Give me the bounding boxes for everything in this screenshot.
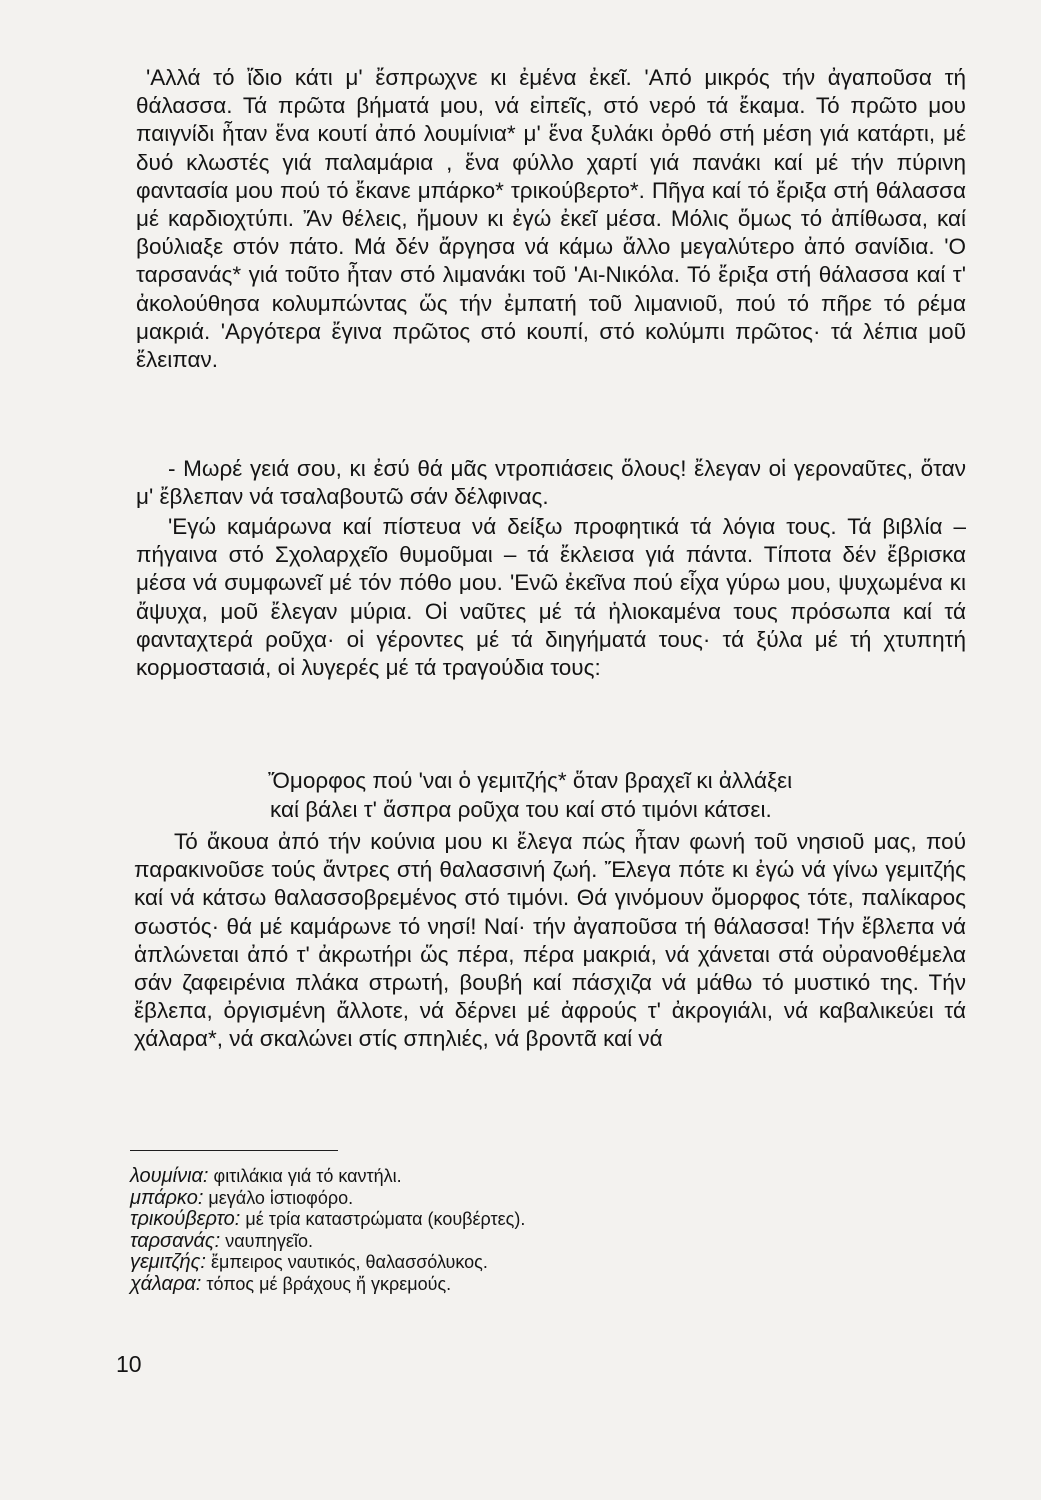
- paragraph-1: 'Αλλά τό ἴδιο κάτι μ' ἔσπρωχνε κι ἐμένα ἐκεῖ. 'Από μικρός τήν ἀγαποῦσα τή θάλασσα. Τά πρῶτα βήματά μου, νά εἰπεῖς, στό νερό τά ἔκαμα. Τό πρῶτο μου παιγνίδι ἦταν ἕνα κουτί ἀπό λουμίνια* μ' ἕνα ξυλάκι ὀρθό στή μέση γιά κατάρτι, μέ δυό κλωστές γιά παλαμάρια , ἕνα φύλλο χαρτί γιά πανάκι καί μέ τήν πύρινη φαντασία μου πού τό ἔκανε μπάρκο* τρικούβερτο*. Πῆγα καί τό ἔριξα στή θάλασσα μέ καρδιοχτύπι. Ἄν θέλεις, ἤμουν κι ἐγώ ἐκεῖ μέσα. Μόλις ὅμως τό ἀπίθωσα, καί βούλιαξε στόν πάτο. Μά δέν ἄργησα νά κάμω ἄλλο μεγαλύτερο ἀπό σανίδια. 'Ο ταρσανάς* γιά τοῦτο ἦταν στό λιμανάκι τοῦ 'Αι-Νικόλα. Τό ἔριξα στή θάλασσα καί τ' ἀκολούθησα κολυμπώντας ὥς τήν ἐμπατή τοῦ λιμανιοῦ, πού τό πῆρε τό ρέμα μακριά. 'Αργότερα ἔγινα πρῶτος στό κουπί, στό κολύμπι πρῶτος· τά λέπια μοῦ ἔλειπαν.: [136, 65, 966, 373]
- footnote-definition: μεγάλο ἱστιοφόρο.: [208, 1187, 354, 1208]
- footnote-definition: ναυπηγεῖο.: [225, 1230, 313, 1251]
- footnote: [130, 1274, 690, 1296]
- paragraph-4: Τό ἄκουα ἀπό τήν κούνια μου κι ἔλεγα πώς ἦταν φωνή τοῦ νησιοῦ μας, πού παρακινοῦσε τούς ἄντρες στή θαλασσινή ζωή. Ἔλεγα πότε κι ἐγώ νά γίνω γεμιτζής καί νά κάτσω θαλασσοβρεμένος στό τιμόνι. Θά γινόμουν ὄμορφος τότε, παλίκαρος σωστός· θά μέ καμάρωνε τό νησί! Ναί· τήν ἀγαποῦσα τή θάλασσα! Τήν ἔβλεπα νά ἁπλώνεται ἀπό τ' ἀκρωτήρι ὥς πέρα, πέρα μακριά, νά χάνεται στά οὐρανοθέμελα σάν ζαφειρένια πλάκα στρωτή, βουβή καί πάσχιζα νά μάθω τό μυστικό της. Τήν ἔβλεπα, ὀργισμένη ἄλλοτε, νά δέρνει μέ ἀφρούς τ' ἀκρογιάλι, νά καβαλικεύει τά χάλαρα*, νά σκαλώνει στίς σπηλιές, νά βροντᾶ καί νά: [134, 829, 966, 1052]
- footnote-term: χάλαρα:: [130, 1272, 202, 1295]
- footnote: [130, 1231, 690, 1253]
- footnote-term: λουμίνια:: [130, 1165, 209, 1187]
- paragraph-2-dialogue: - Μωρέ γειά σου, κι ἐσύ θά μᾶς ντροπιάσεις ὅλους! ἔλεγαν οἱ γεροναῦτες, ὅταν μ' ἔβλεπαν νά τσαλαβουτῶ σάν δέλφινας.: [136, 456, 966, 510]
- footnote: [130, 1166, 690, 1188]
- footnote-definition: τόπος μέ βράχους ἤ γκρεμούς.: [206, 1273, 452, 1294]
- footnote-term: ταρσανάς:: [130, 1229, 221, 1252]
- footnote: [130, 1252, 690, 1274]
- poem-couplet: [268, 767, 908, 824]
- footnote-divider: [130, 1150, 338, 1151]
- paragraph-3: 'Εγώ καμάρωνα καί πίστευα νά δείξω προφητικά τά λόγια τους. Τά βιβλία – πήγαινα στό Σχολαρχεῖο θυμοῦμαι – τά ἔκλεισα γιά πάντα. Τίποτα δέν ἔβρισκα μέσα νά συμφωνεῖ μέ τόν πόθο μου. 'Ενῶ ἐκεῖνα πού εἶχα γύρω μου, ψυχωμένα κι ἄψυχα, μοῦ ἔλεγαν μύρια. Οἱ ναῦτες μέ τά ἡλιοκαμένα τους πρόσωπα καί τά φανταχτερά ροῦχα· οἱ γέροντες μέ τά διηγήματά τους· τά ξύλα μέ τή χτυπητή κορμοστασιά, οἱ λυγερές μέ τά τραγούδια τους:: [136, 514, 966, 681]
- footnote-term: τρικούβερτο:: [130, 1208, 241, 1230]
- footnote-term: γεμιτζής:: [130, 1251, 206, 1273]
- footnotes: [130, 1166, 690, 1295]
- poem-line-1: Ὄμορφος πού 'ναι ὁ γεμιτζής* ὅταν βραχεῖ κι ἀλλάξει: [268, 768, 793, 793]
- page-number: 10: [116, 1351, 142, 1377]
- footnote: [130, 1209, 690, 1231]
- footnote-definition: μέ τρία καταστρώματα (κουβέρτες).: [245, 1209, 526, 1229]
- poem-line-2: καί βάλει τ' ἄσπρα ροῦχα του καί στό τιμόνι κάτσει.: [270, 796, 772, 822]
- footnote-term: μπάρκο:: [130, 1186, 204, 1209]
- footnote-definition: φιτιλάκια γιά τό καντήλι.: [213, 1166, 402, 1186]
- footnote-definition: ἔμπειρος ναυτικός, θαλασσόλυκος.: [210, 1252, 488, 1272]
- footnote: [130, 1188, 690, 1210]
